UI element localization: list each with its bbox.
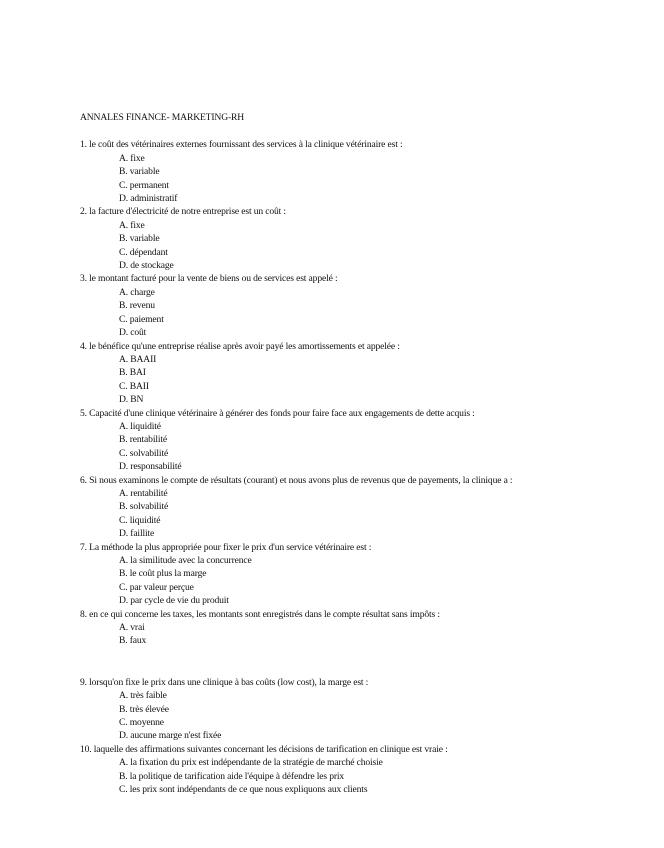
question-block — [80, 608, 580, 648]
question-block — [80, 541, 580, 608]
question-list — [80, 138, 580, 796]
answer-option: C. paiement — [119, 313, 164, 325]
answer-options — [80, 756, 580, 796]
answer-option: D. BN — [119, 394, 144, 406]
answer-option: D. coût — [119, 327, 147, 339]
answer-options — [80, 219, 580, 273]
question-text: 10. laquelle des affirmations suivantes concernant les décisions de tarification en clinique est vraie : — [80, 743, 448, 755]
answer-option: B. BAI — [119, 367, 146, 379]
answer-options — [80, 152, 580, 206]
answer-options — [80, 420, 580, 474]
question-text: 9. lorsqu'on fixe le prix dans une clinique à bas coûts (low cost), la marge est : — [80, 676, 369, 688]
answer-option: C. BAII — [119, 380, 149, 392]
question-text: 6. Si nous examinons le compte de résultats (courant) et nous avons plus de revenus que de payements, la clinique a : — [80, 474, 513, 486]
answer-option: B. solvabilité — [119, 501, 169, 513]
answer-options — [80, 353, 580, 407]
question-block — [80, 407, 580, 474]
answer-option: A. rentabilité — [119, 487, 168, 499]
answer-option: B. variable — [119, 166, 160, 178]
question-text: 2. la facture d'électricité de notre entreprise est un coût : — [80, 206, 286, 218]
answer-option: B. très élevée — [119, 703, 169, 715]
question-text: 8. en ce qui concerne les taxes, les montants sont enregistrés dans le compte résultat sans impôts : — [80, 608, 440, 620]
answer-option: C. dépendant — [119, 246, 168, 258]
answer-options — [80, 554, 580, 608]
answer-option: A. fixe — [119, 219, 145, 231]
question-block — [80, 272, 580, 339]
answer-option: D. par cycle de vie du produit — [119, 595, 229, 607]
answer-option: B. revenu — [119, 300, 155, 312]
answer-option: B. rentabilité — [119, 434, 167, 446]
question-block — [80, 138, 580, 205]
answer-option: C. moyenne — [119, 717, 164, 729]
answer-option: A. la fixation du prix est indépendante de la stratégie de marché choisie — [119, 757, 383, 769]
answer-option: A. la similitude avec la concurrence — [119, 555, 252, 566]
question-text: 1. le coût des vétérinaires externes fournissant des services à la clinique vétérinaire est : — [80, 139, 403, 151]
answer-option: D. aucune marge n'est fixée — [119, 730, 222, 742]
answer-option: B. le coût plus la marge — [119, 568, 207, 580]
question-block — [80, 205, 580, 272]
answer-option: D. de stockage — [119, 260, 174, 272]
question-text: 4. le bénéfice qu'une entreprise réalise après avoir payé les amortissements et appelée : — [80, 340, 400, 352]
answer-option: A. BAAII — [119, 353, 157, 365]
answer-option: A. fixe — [119, 152, 145, 164]
answer-option: D. responsabilité — [119, 461, 182, 473]
answer-option: A. très faible — [119, 690, 167, 702]
answer-option: B. la politique de tarification aide l'équipe à défendre les prix — [119, 770, 345, 782]
question-block — [80, 743, 580, 797]
answer-option: B. variable — [119, 233, 160, 245]
question-text: 7. La méthode la plus appropriée pour fixer le prix d'un service vétérinaire est : — [80, 541, 372, 553]
blank-space — [80, 648, 580, 676]
question-block — [80, 340, 580, 407]
question-text: 5. Capacité d'une clinique vétérinaire à générer des fonds pour faire face aux engagements de dette acquis : — [80, 407, 475, 419]
document-title: ANNALES FINANCE- MARKETING-RH — [80, 112, 245, 123]
answer-option: C. permanent — [119, 179, 169, 191]
answer-option: C. solvabilité — [119, 447, 169, 459]
document-page — [80, 111, 580, 797]
answer-option: A. vrai — [119, 622, 145, 634]
answer-options — [80, 689, 580, 743]
answer-option: D. faillite — [119, 528, 155, 540]
answer-option: B. faux — [119, 635, 147, 647]
question-block — [80, 676, 580, 743]
answer-option: C. les prix sont indépendants de ce que nous expliquons aux clients — [119, 784, 368, 796]
answer-options — [80, 621, 580, 648]
answer-option: A. charge — [119, 286, 155, 298]
answer-options — [80, 487, 580, 541]
question-text: 3. le montant facturé pour la vente de biens ou de services est appelé : — [80, 273, 338, 285]
answer-option: C. par valeur perçue — [119, 581, 194, 593]
answer-option: C. liquidité — [119, 514, 161, 526]
question-block — [80, 474, 580, 541]
answer-option: D. administratif — [119, 193, 178, 205]
answer-option: A. liquidité — [119, 420, 161, 432]
answer-options — [80, 286, 580, 340]
